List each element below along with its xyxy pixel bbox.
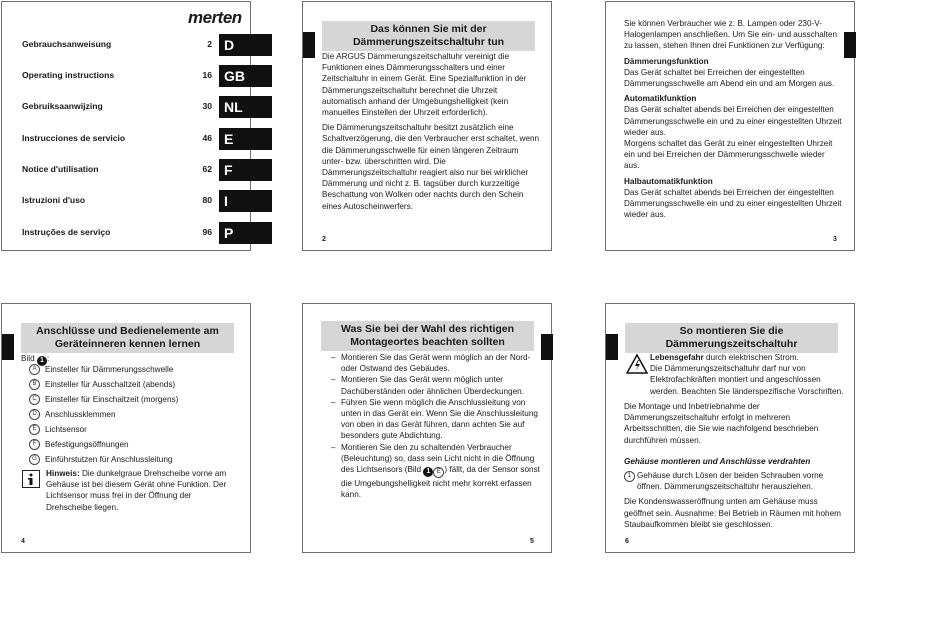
page-tab-marker (844, 32, 856, 58)
language-code-tab: GB (219, 65, 272, 87)
hint-body: Die dunkelgraue Drehscheibe vorne am Gehäuse ist bei diesem Gerät ohne Funktion. Der Lichtsensor muss frei in der Öffnung der Drehscheibe liegen. (46, 469, 227, 512)
page-number: 5 (530, 538, 534, 545)
element-item (21, 422, 241, 437)
page-number: 6 (625, 538, 629, 545)
paragraph: Das Gerät schaltet bei Erreichen der eingestellten Dämmerungsschwelle am Abend ein und am Morgen aus. (624, 67, 835, 89)
letter-marker: F (29, 439, 40, 450)
language-code-tab: E (219, 128, 272, 150)
language-code-tab: F (219, 159, 272, 181)
info-icon (22, 470, 40, 488)
bullet-list (321, 352, 543, 500)
page-number: 3 (833, 236, 837, 243)
language-page: 46 (202, 133, 212, 143)
element-label: Befestigungsöffnungen (45, 440, 129, 449)
language-title: Gebrauchsanweisung (22, 39, 112, 49)
element-item (21, 392, 241, 407)
element-label: Einsteller für Einschaltzeit (morgens) (45, 395, 179, 404)
letter-marker: B (29, 379, 40, 390)
step-item (624, 470, 846, 492)
language-row[interactable] (22, 96, 243, 116)
function-title: Halbautomatikfunktion (624, 176, 713, 186)
paragraph: Sie können Verbraucher wie z. B. Lampen oder 230-V-Halogenlampen anschließen. Um Sie ein- und ausschalten zu lassen, stehen Ihnen drei Funktionen zur Verfügung: (624, 19, 837, 51)
paragraph: Die Montage und Inbetriebnahme der Dämmerungszeitschaltuhr erfolgt in mehreren Arbeitsschritten, die Sie wie nachfolgend beschrieben durchführen müssen. (624, 402, 819, 445)
bullet-item: – Montieren Sie das Gerät wenn möglich unter Dachüberständen oder ähnlichen Überdeckungen. (321, 374, 543, 396)
paragraph: Die ARGUS Dämmerungszeitschaltuhr vereinigt die Funktionen eines Dämmerungsschalters und einer Zeitschaltuhr in einem Gerät. Eine Spezialfunktion in der Dämmerungszeitschaltuhr berechnet die Uhrzeit automatisch anhand der Umgebungshelligkeit (kein manuelles Einstellen der Uhrzeit erforderlich). (322, 52, 527, 118)
body-text (624, 401, 846, 534)
element-list (21, 362, 241, 467)
element-label: Einsteller für Dämmerungsschwelle (45, 365, 174, 374)
language-code-tab: NL (219, 96, 272, 118)
language-title: Instrucciones de servicio (22, 133, 126, 143)
figure-number: 1 (37, 356, 47, 366)
page-tab-marker (2, 334, 14, 360)
language-row[interactable] (22, 190, 240, 210)
element-label: Einsteller für Ausschaltzeit (abends) (45, 380, 176, 389)
danger-rest: durch elektrischen Strom. (705, 353, 799, 362)
language-code-tab: I (219, 190, 272, 212)
page-2 (302, 1, 552, 251)
bullet-item: – Führen Sie wenn möglich die Anschlussleitung von unten in das Gerät ein. Wenn Sie die Anschlussleitung von oben in das Gerät führen, dann achten Sie auf besonders gute Abdichtung. (321, 397, 543, 442)
language-title: Gebruiksaanwijzing (22, 101, 103, 111)
paragraph: Die Dämmerungszeitschaltuhr besitzt zusätzlich eine Schaltverzögerung, die den Verbraucher erst schaltet, wenn die Dämmerungsschwelle für einen längeren Zeitraum unter- bzw. überschritten wird. Die Dämmerungszeitschaltuhr reagiert also nur bei wirklicher Dämmerung und nicht z. B. tagsüber durch kurzzeitige Beschattung von Wolken oder nachts durch den Schein eines Autoscheinwerfers. (322, 123, 540, 211)
hint-text (46, 468, 236, 513)
bullet-item: – Montieren Sie das Gerät wenn möglich an der Nord- oder Ostwand des Gebäudes. (321, 352, 543, 374)
page-number: 4 (21, 538, 25, 545)
danger-text: Die Dämmerungszeitschaltuhr darf nur von Elektrofachkräften montiert und angeschlossen werden. Beachten Sie länderspezifische Vorschriften. (650, 364, 844, 396)
page-4 (1, 303, 251, 553)
bullet-item (321, 442, 543, 501)
section-heading: Was Sie bei der Wahl des richtigen Montageortes beachten sollten (321, 321, 534, 351)
bullet-text: ) fällt, da der Sensor sonst die Umgebungshelligkeit nicht mehr korrekt erfassen kann. (341, 465, 540, 500)
step-number: 1 (624, 471, 635, 482)
page-1 (1, 1, 251, 251)
hint-label: Hinweis: (46, 469, 80, 478)
danger-label: Lebensgefahr (650, 353, 704, 362)
language-page: 16 (202, 70, 212, 80)
page-tab-marker (303, 32, 315, 58)
language-row[interactable] (22, 222, 240, 242)
element-item (21, 407, 241, 422)
danger-block (650, 352, 845, 397)
page-5 (302, 303, 552, 553)
letter-marker: E (433, 467, 444, 478)
step-text: Gehäuse durch Lösen der beiden Schrauben vorne öffnen. Dämmerungszeitschaltuhr herausziehen. (637, 471, 824, 492)
paragraph: Das Gerät schaltet abends bei Erreichen der eingestellten Dämmerungsschwelle ein und zu einer eingestellten Uhrzeit wieder aus. (624, 187, 842, 220)
element-label: Einführstutzen für Anschlussleitung (45, 455, 173, 464)
page-6 (605, 303, 855, 553)
element-label: Anschlussklemmen (45, 410, 116, 419)
bild-text: Bild (21, 354, 35, 363)
paragraph: Die Kondenswasseröffnung unten am Gehäuse muss geöffnet sein. Ausnahme: Bei Betrieb in Räumen mit hohem Staubaufkommen bleibt sie geschlossen. (624, 497, 841, 529)
language-title: Operating instructions (22, 70, 115, 80)
letter-marker: G (29, 454, 40, 465)
page-3 (605, 1, 855, 251)
letter-marker: D (29, 409, 40, 420)
merten-logo: merten (188, 8, 242, 27)
paragraph: Morgens schaltet das Gerät zu einer eingestellten Uhrzeit ein und bei Erreichen der Dämmerungsschwelle wieder aus. (624, 139, 833, 171)
element-item (21, 377, 241, 392)
language-page: 62 (202, 164, 212, 174)
function-title: Dämmerungsfunktion (624, 56, 709, 66)
language-title: Notice d'utilisation (22, 164, 99, 174)
language-page: 80 (202, 195, 212, 205)
bild-label: Bild 1 : (21, 354, 50, 364)
figure-number: 1 (423, 467, 433, 477)
language-code-tab: D (219, 34, 272, 56)
language-row[interactable] (22, 128, 240, 148)
page-number: 2 (322, 236, 326, 243)
element-label: Lichtsensor (45, 425, 87, 434)
language-row[interactable] (22, 34, 240, 54)
page-tab-marker (606, 334, 618, 360)
bullet-text: Montieren Sie den zu schaltenden Verbraucher (Beleuchtung) so, dass sein Licht nicht in die Öffnung des Lichtsensors (Bild (341, 442, 535, 475)
section-heading: Anschlüsse und Bedienelemente am Geräteinneren kennen lernen (21, 323, 234, 353)
function-title: Automatikfunktion (624, 94, 697, 104)
letter-marker: A (29, 364, 40, 375)
element-item (21, 452, 241, 467)
language-title: Instruções de serviço (22, 227, 111, 237)
paragraph: Das Gerät schaltet abends bei Erreichen der eingestellten Dämmerungsschwelle ein und zu einer eingestellten Uhrzeit wieder aus. (624, 105, 842, 137)
language-page: 2 (207, 39, 212, 49)
section-heading: So montieren Sie die Dämmerungszeitschaltuhr (625, 323, 838, 353)
language-row[interactable] (22, 159, 240, 179)
body-text (322, 51, 540, 216)
letter-marker: C (29, 394, 40, 405)
element-item (21, 362, 241, 377)
language-page: 30 (202, 101, 212, 111)
warning-icon (626, 354, 648, 379)
letter-marker: E (29, 424, 40, 435)
subheading: Gehäuse montieren und Anschlüsse verdrahten (624, 456, 811, 466)
section-heading: Das können Sie mit der Dämmerungszeitschaltuhr tun (322, 21, 535, 51)
element-item (21, 437, 241, 452)
language-row[interactable] (22, 65, 245, 85)
language-title: Istruzioni d'uso (22, 195, 86, 205)
language-page: 96 (202, 227, 212, 237)
language-code-tab: P (219, 222, 272, 244)
body-text (624, 18, 842, 224)
